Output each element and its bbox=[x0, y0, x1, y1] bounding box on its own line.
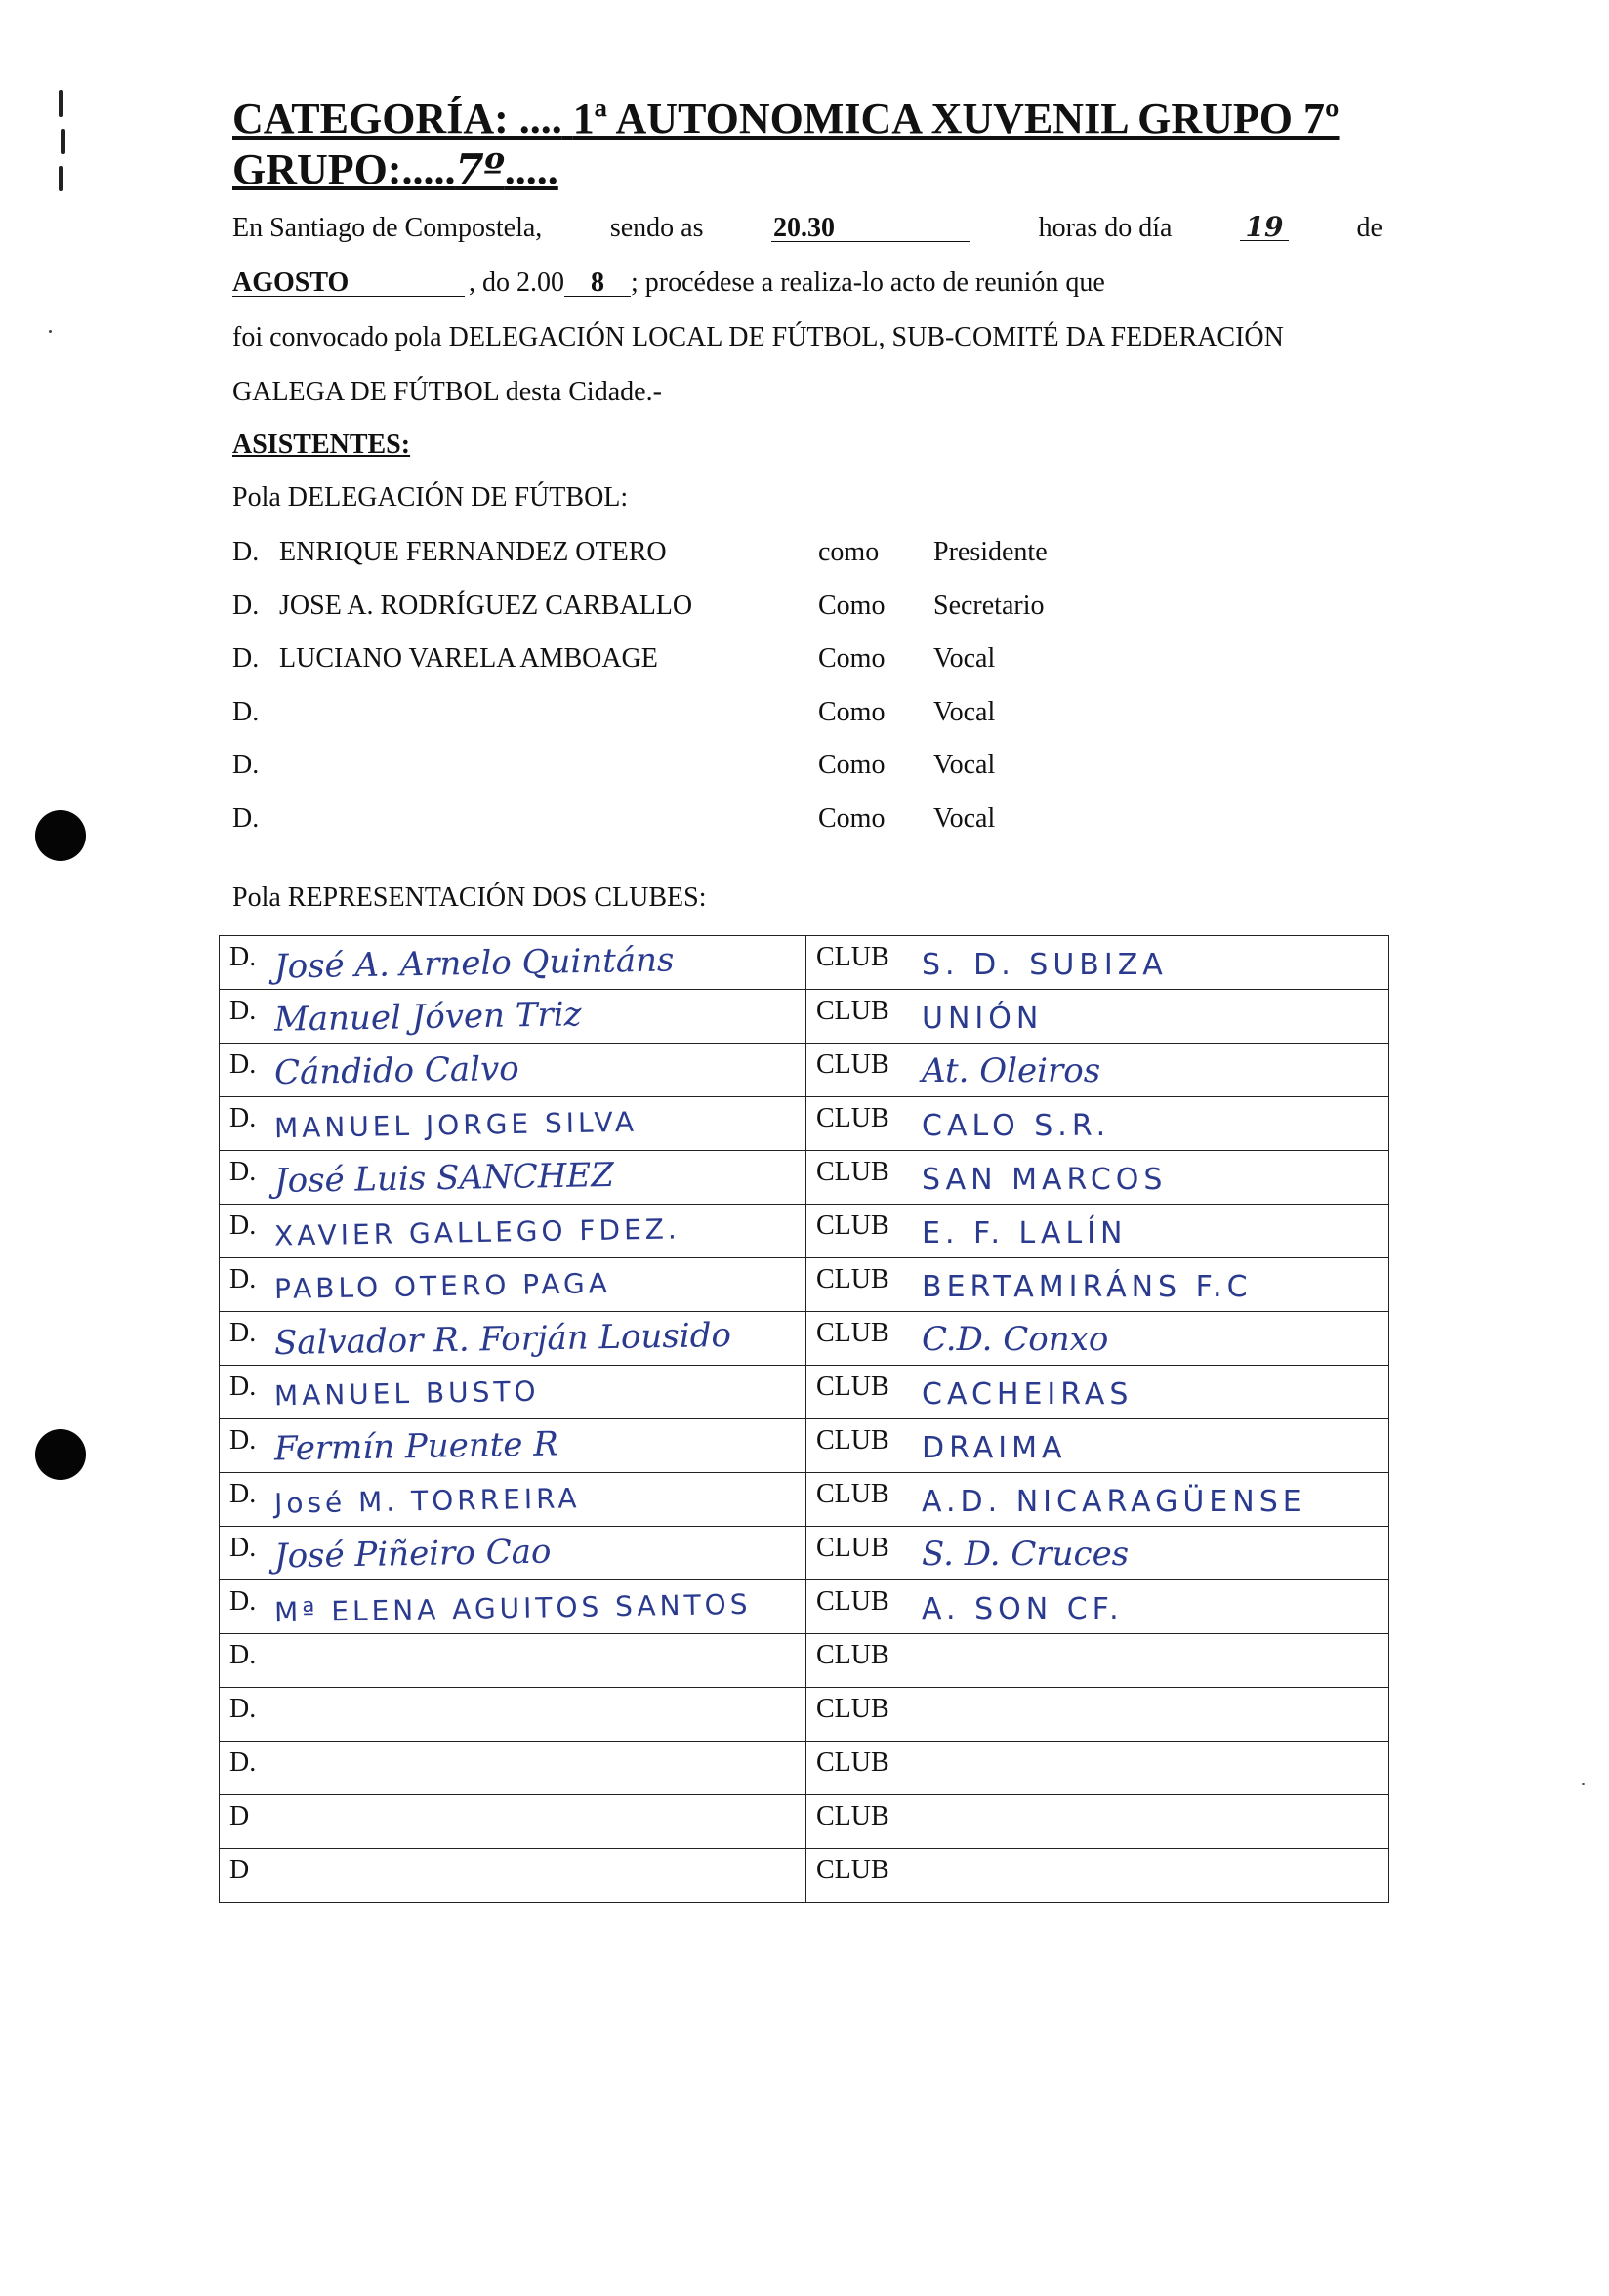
club-cell bbox=[806, 1580, 1389, 1634]
row-prefix: D. bbox=[229, 1264, 257, 1294]
grupo-value: 7º bbox=[455, 145, 505, 193]
club-cell bbox=[806, 1688, 1389, 1742]
form-title bbox=[232, 94, 1340, 195]
clubs-label: Pola REPRESENTACIÓN DOS CLUBES: bbox=[232, 882, 707, 913]
row-prefix: D. bbox=[229, 1210, 257, 1241]
row-prefix: D. bbox=[229, 1479, 257, 1509]
representative-cell bbox=[220, 1688, 806, 1742]
club-label: CLUB bbox=[816, 1049, 889, 1080]
intro-line-3: foi convocado pola DELEGACIÓN LOCAL DE FÚTBOL, SUB-COMITÉ DA FEDERACIÓN bbox=[232, 322, 1284, 352]
row-prefix: D bbox=[229, 1855, 250, 1885]
club-name: UNIÓN bbox=[922, 1002, 1044, 1036]
representative-cell bbox=[220, 1366, 806, 1419]
club-cell bbox=[806, 1205, 1389, 1258]
row-prefix: D bbox=[229, 1801, 250, 1831]
club-label: CLUB bbox=[816, 942, 889, 972]
row-prefix: D. bbox=[229, 1049, 257, 1080]
representative-signature: Manuel Jóven Triz bbox=[273, 995, 582, 1040]
club-label: CLUB bbox=[816, 1264, 889, 1294]
club-label: CLUB bbox=[816, 1533, 889, 1563]
club-row bbox=[220, 1366, 1389, 1419]
club-cell bbox=[806, 1258, 1389, 1312]
row-prefix: D. bbox=[229, 1586, 257, 1617]
club-row bbox=[220, 1742, 1389, 1795]
club-label: CLUB bbox=[816, 1372, 889, 1402]
representative-signature: MANUEL JORGE SILVA bbox=[273, 1105, 639, 1145]
row-prefix: D. bbox=[229, 1694, 257, 1724]
representative-cell bbox=[220, 1097, 806, 1151]
club-name: C.D. Conxo bbox=[922, 1320, 1109, 1359]
representative-cell bbox=[220, 1634, 806, 1688]
club-label: CLUB bbox=[816, 1210, 889, 1241]
club-row bbox=[220, 1849, 1389, 1903]
row-prefix: D. bbox=[229, 1103, 257, 1133]
grupo-line: GRUPO:.....7º..... bbox=[232, 145, 558, 193]
representative-cell bbox=[220, 1527, 806, 1580]
club-cell bbox=[806, 1312, 1389, 1366]
club-row bbox=[220, 1688, 1389, 1742]
club-name: A.D. NICARAGÜENSE bbox=[922, 1485, 1306, 1519]
club-row bbox=[220, 936, 1389, 990]
row-prefix: D. bbox=[229, 1533, 257, 1563]
representative-cell bbox=[220, 1742, 806, 1795]
club-cell bbox=[806, 1742, 1389, 1795]
day-field: 19 bbox=[1240, 215, 1289, 241]
club-label: CLUB bbox=[816, 1157, 889, 1187]
representative-signature: Fermín Puente R bbox=[273, 1424, 559, 1469]
representative-cell bbox=[220, 1580, 806, 1634]
representative-cell bbox=[220, 1258, 806, 1312]
intro-line-4: GALEGA DE FÚTBOL desta Cidade.- bbox=[232, 377, 662, 407]
club-cell bbox=[806, 1795, 1389, 1849]
club-name: CACHEIRAS bbox=[922, 1377, 1134, 1412]
row-prefix: D. bbox=[229, 1372, 257, 1402]
time-field: 20.30 bbox=[771, 216, 970, 242]
representative-cell bbox=[220, 1849, 806, 1903]
club-label: CLUB bbox=[816, 1694, 889, 1724]
club-cell bbox=[806, 1044, 1389, 1097]
row-prefix: D. bbox=[229, 996, 257, 1026]
representative-signature: José M. TORREIRA bbox=[273, 1482, 581, 1520]
club-cell bbox=[806, 1366, 1389, 1419]
representative-signature: PABLO OTERO PAGA bbox=[273, 1266, 612, 1306]
club-row bbox=[220, 1527, 1389, 1580]
club-cell bbox=[806, 1151, 1389, 1205]
club-row bbox=[220, 1258, 1389, 1312]
club-name: SAN MARCOS bbox=[922, 1163, 1168, 1197]
representative-cell bbox=[220, 936, 806, 990]
club-cell bbox=[806, 1527, 1389, 1580]
representative-cell bbox=[220, 1312, 806, 1366]
row-prefix: D. bbox=[229, 942, 257, 972]
club-cell bbox=[806, 936, 1389, 990]
club-cell bbox=[806, 1849, 1389, 1903]
row-prefix: D. bbox=[229, 1157, 257, 1187]
representative-signature: Mª ELENA AGUITOS SANTOS bbox=[273, 1587, 752, 1629]
club-label: CLUB bbox=[816, 1425, 889, 1456]
club-name: A. SON CF. bbox=[922, 1592, 1124, 1626]
club-label: CLUB bbox=[816, 1479, 889, 1509]
club-label: CLUB bbox=[816, 1640, 889, 1670]
club-row bbox=[220, 1634, 1389, 1688]
asistentes-heading: ASISTENTES: bbox=[232, 430, 411, 460]
club-row bbox=[220, 1044, 1389, 1097]
representative-signature: Cándido Calvo bbox=[273, 1048, 520, 1093]
intro-line-2: AGOSTO , do 2.00 8 ; procédese a realiza-lo acto de reunión que bbox=[232, 267, 1105, 298]
club-label: CLUB bbox=[816, 1586, 889, 1617]
intro-line-1: En Santiago de Compostela, sendo as 20.30 horas do día 19 de bbox=[232, 211, 1382, 243]
representative-signature: XAVIER GALLEGO FDEZ. bbox=[273, 1212, 681, 1252]
club-cell bbox=[806, 1473, 1389, 1527]
row-prefix: D. bbox=[229, 1425, 257, 1456]
club-name: CALO S.R. bbox=[922, 1109, 1111, 1143]
club-row bbox=[220, 1419, 1389, 1473]
club-name: At. Oleiros bbox=[922, 1051, 1101, 1090]
punch-hole-bottom bbox=[35, 1429, 86, 1480]
row-prefix: D. bbox=[229, 1747, 257, 1778]
club-cell bbox=[806, 1419, 1389, 1473]
club-name: BERTAMIRÁNS F.C bbox=[922, 1270, 1253, 1304]
club-row bbox=[220, 1151, 1389, 1205]
representative-cell bbox=[220, 1044, 806, 1097]
document-page: CATEGORÍA: .... 1ª AUTONOMICA XUVENIL GRUPO 7º GRUPO:.....7º..... En Santiago de Compostela, sendo as 20.30 horas do día 19 de AGOSTO , do 2.00 8 ; procédese a realiza-lo acto de reunión que foi convocado pola DELEGACIÓN LOCAL DE FÚTBOL, SUB-COMITÉ DA FEDERACIÓN GALEGA DE FÚTBOL desta Cidade.- ASISTENTES: Pola DELEGACIÓN DE FÚTBOL: D. ENRIQUE FERNANDEZ OTERO como Presidente D. JOSE A. RODRÍGUEZ CARBALLO Como Secretario D. LUCIANO VARELA AMBOAGE Como Vocal D. Como Vocal D. Como Vocal D. Como Vocal Pola REPRESENTACIÓN DOS CLUBES: D. José A. Arnelo Quintáns CLUB S. D. SUBIZA D. Manuel Jóven Triz CLUB UNIÓN D. Cándido Calvo CLUB At. Oleiros D. MANUEL JORGE SILVA CLUB CALO S.R. D. José Luis SANCHEZ CLUB SAN MARCOS D. XAVIER GALLEGO FDEZ. CLUB E. F. LALÍN D. PABLO OTERO PAGA CLUB BERTAMIRÁNS F.C D. Salvador R. Forján Lousido CLUB C.D. Conxo D. MANUEL BUSTO CLUB CACHEIRAS D. Fermín Puente R CLUB DRAIMA D. José M. TORREIRA CLUB A.D. NICARAGÜENSE D. José Piñeiro Cao CLUB S. D. Cruces D. Mª ELENA AGUITOS SANTOS CLUB A. SON CF. D. CLUB D. CLUB D. CLUB D CLUB D CLUB bbox=[0, 0, 1609, 2296]
club-label: CLUB bbox=[816, 1747, 889, 1778]
club-name: S. D. SUBIZA bbox=[922, 948, 1168, 982]
row-prefix: D. bbox=[229, 1640, 257, 1670]
representative-cell bbox=[220, 1473, 806, 1527]
representative-cell bbox=[220, 990, 806, 1044]
representative-signature: José Luis SANCHEZ bbox=[273, 1155, 615, 1202]
club-name: E. F. LALÍN bbox=[922, 1216, 1128, 1250]
row-prefix: D. bbox=[229, 1318, 257, 1348]
representative-cell bbox=[220, 1151, 806, 1205]
club-name: S. D. Cruces bbox=[922, 1535, 1130, 1574]
representative-signature: José A. Arnelo Quintáns bbox=[273, 940, 675, 987]
delegacion-label: Pola DELEGACIÓN DE FÚTBOL: bbox=[232, 482, 629, 512]
club-row bbox=[220, 990, 1389, 1044]
categoria-value: 1ª AUTONOMICA XUVENIL GRUPO 7º bbox=[572, 95, 1340, 143]
club-label: CLUB bbox=[816, 1318, 889, 1348]
club-label: CLUB bbox=[816, 996, 889, 1026]
club-label: CLUB bbox=[816, 1855, 889, 1885]
categoria-line: CATEGORÍA: .... 1ª AUTONOMICA XUVENIL GRUPO 7º bbox=[232, 95, 1340, 143]
representative-signature: MANUEL BUSTO bbox=[273, 1374, 540, 1413]
clubs-table bbox=[219, 935, 1389, 1903]
representative-signature: José Piñeiro Cao bbox=[273, 1532, 552, 1577]
club-label: CLUB bbox=[816, 1801, 889, 1831]
club-row bbox=[220, 1473, 1389, 1527]
club-cell bbox=[806, 990, 1389, 1044]
club-row bbox=[220, 1312, 1389, 1366]
year-field: 8 bbox=[564, 270, 631, 297]
club-label: CLUB bbox=[816, 1103, 889, 1133]
representative-cell bbox=[220, 1419, 806, 1473]
club-row bbox=[220, 1205, 1389, 1258]
club-row bbox=[220, 1795, 1389, 1849]
club-cell bbox=[806, 1634, 1389, 1688]
club-row bbox=[220, 1580, 1389, 1634]
month-field: AGOSTO bbox=[232, 270, 465, 297]
punch-hole-top bbox=[35, 810, 86, 861]
representative-cell bbox=[220, 1795, 806, 1849]
representative-cell bbox=[220, 1205, 806, 1258]
club-row bbox=[220, 1097, 1389, 1151]
club-name: DRAIMA bbox=[922, 1431, 1067, 1465]
representative-signature: Salvador R. Forján Lousido bbox=[273, 1315, 732, 1364]
scan-edge-mark bbox=[59, 90, 66, 197]
club-cell bbox=[806, 1097, 1389, 1151]
